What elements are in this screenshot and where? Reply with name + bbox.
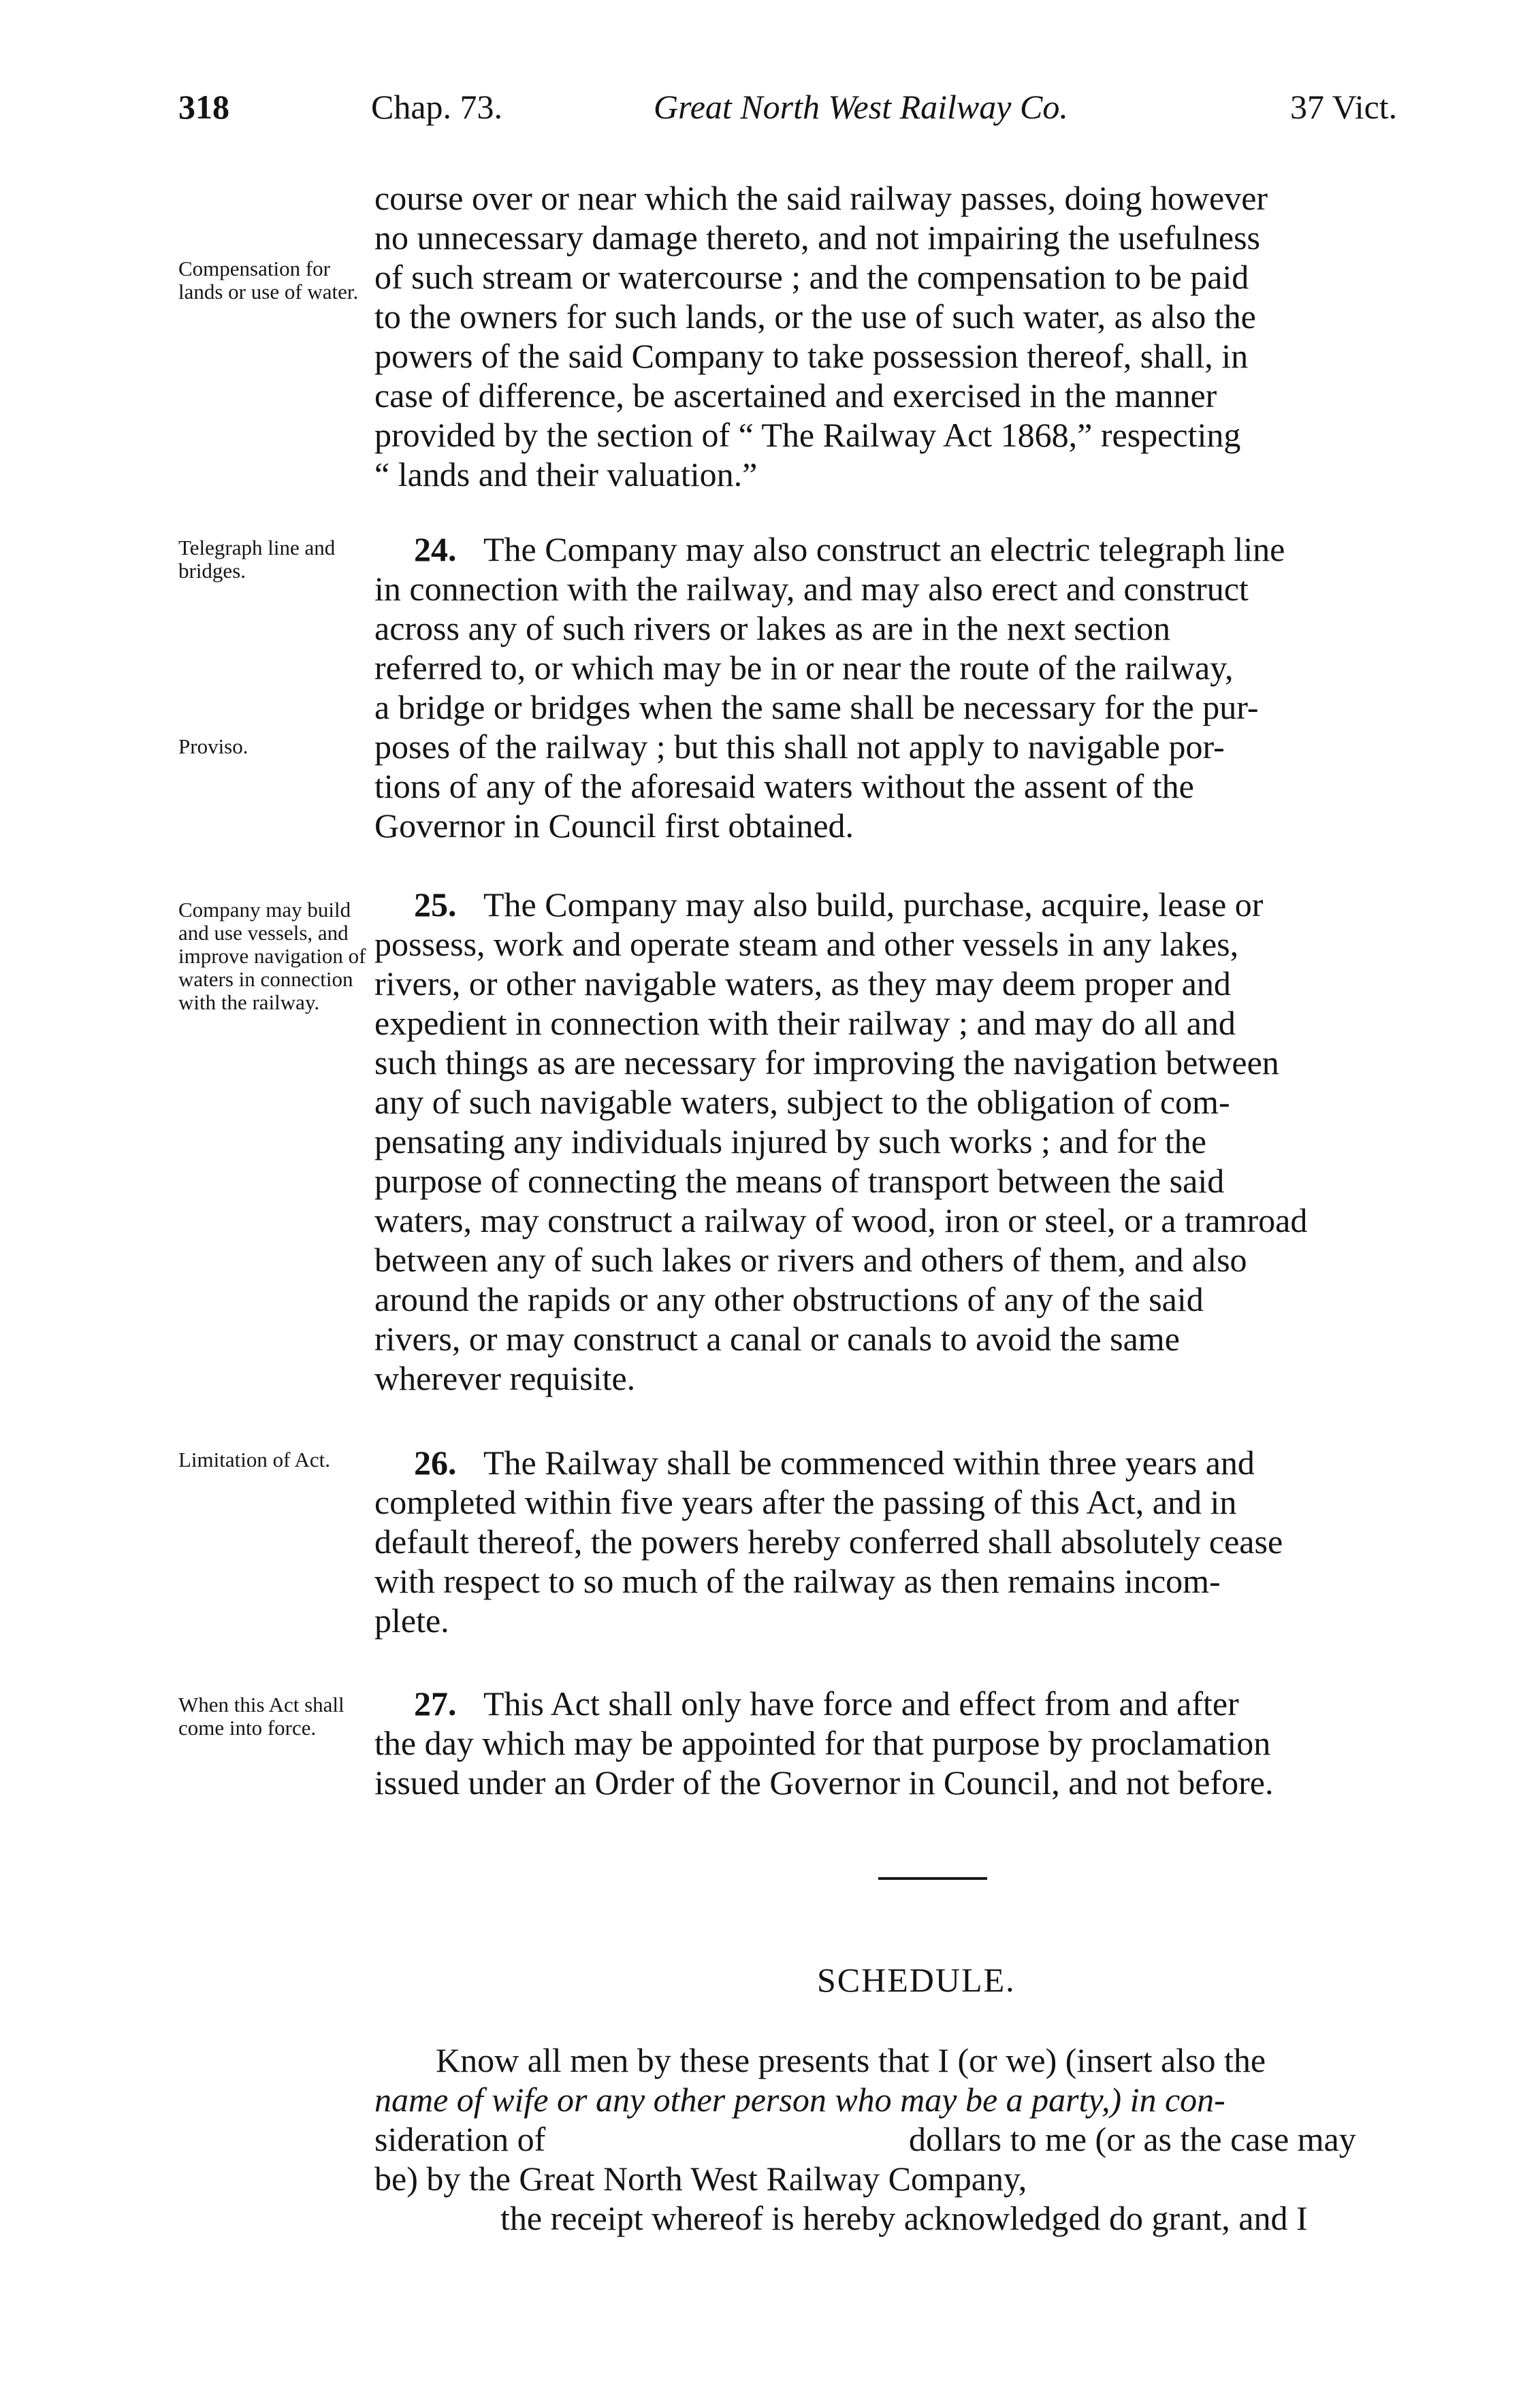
body-line: pensating any individuals injured by such works ; and for the: [374, 1122, 1206, 1160]
section-number: 25.: [414, 885, 457, 924]
body-line: powers of the said Company to take possession thereof, shall, in: [374, 337, 1249, 375]
schedule-line: dollars to me (or as the case may: [909, 2120, 1356, 2158]
section-number: 27.: [414, 1685, 457, 1723]
body-line: between any of such lakes or rivers and others of them, and also: [374, 1241, 1247, 1279]
schedule-line: sideration of: [374, 2120, 546, 2158]
body-line: Governor in Council first obtained.: [374, 807, 854, 845]
body-line: expedient in connection with their railway ; and may do all and: [374, 1004, 1236, 1042]
body-line: the day which may be appointed for that purpose by proclamation: [374, 1724, 1271, 1762]
section-number: 26.: [414, 1444, 457, 1482]
schedule-line: be) by the Great North West Railway Company,: [374, 2160, 1027, 2198]
page-number: 318: [178, 88, 229, 126]
section-divider: [878, 1877, 987, 1880]
body-line: default thereof, the powers hereby conferred shall absolutely cease: [374, 1523, 1283, 1561]
body-line: any of such navigable waters, subject to the obligation of com-: [374, 1083, 1230, 1121]
body-line: with respect to so much of the railway as then remains incom-: [374, 1562, 1221, 1600]
margin-note-proviso: Proviso.: [178, 734, 248, 758]
schedule-heading: SCHEDULE.: [817, 1961, 1016, 1999]
body-line: around the rapids or any other obstructions of any of the said: [374, 1280, 1204, 1318]
running-title: Great North West Railway Co.: [654, 88, 1068, 126]
chapter-number: Chap. 73.: [371, 88, 503, 126]
body-line: This Act shall only have force and effect from and after: [483, 1685, 1239, 1723]
body-line: of such stream or watercourse ; and the compensation to be paid: [374, 258, 1249, 296]
body-line: “ lands and their valuation.”: [374, 455, 758, 493]
body-line: The Company may also construct an electric telegraph line: [483, 530, 1285, 568]
body-line: tions of any of the aforesaid waters without the assent of the: [374, 767, 1194, 805]
body-line: plete.: [374, 1601, 449, 1640]
body-line: referred to, or which may be in or near the route of the railway,: [374, 649, 1234, 687]
margin-note-compensation: Compensation for lands or use of water.: [178, 257, 359, 304]
body-line: issued under an Order of the Governor in Council, and not before.: [374, 1763, 1274, 1802]
margin-note-telegraph: Telegraph line and bridges.: [178, 536, 336, 583]
body-line: to the owners for such lands, or the use of such water, as also the: [374, 297, 1256, 336]
body-line: rivers, or may construct a canal or canals to avoid the same: [374, 1320, 1180, 1358]
schedule-line: Know all men by these presents that I (or we) (insert also the: [436, 2041, 1266, 2079]
body-line: such things as are necessary for improving the navigation between: [374, 1043, 1279, 1081]
body-line: no unnecessary damage thereto, and not impairing the usefulness: [374, 218, 1261, 257]
body-line: The Railway shall be commenced within three years and: [483, 1444, 1255, 1482]
body-line: purpose of connecting the means of transport between the said: [374, 1162, 1225, 1200]
margin-note-limitation: Limitation of Act.: [178, 1448, 330, 1471]
margin-note-vessels: Company may build and use vessels, and improve navigation of waters in connection with the railway.: [178, 898, 366, 1014]
body-line: poses of the railway ; but this shall not apply to navigable por-: [374, 728, 1225, 766]
body-line: The Company may also build, purchase, acquire, lease or: [483, 885, 1264, 924]
schedule-line: name of wife or any other person who may be a party,) in con-: [374, 2081, 1225, 2119]
body-line: across any of such rivers or lakes as are in the next section: [374, 609, 1171, 647]
regnal-year: 37 Vict.: [1290, 88, 1398, 126]
body-line: possess, work and operate steam and other vessels in any lakes,: [374, 925, 1239, 963]
body-line: waters, may construct a railway of wood, iron or steel, or a tramroad: [374, 1201, 1308, 1239]
body-line: provided by the section of “ The Railway Act 1868,” respecting: [374, 416, 1241, 454]
margin-note-commencement: When this Act shall come into force.: [178, 1693, 344, 1740]
schedule-line: the receipt whereof is hereby acknowledged do grant, and I: [500, 2199, 1308, 2237]
body-line: wherever requisite.: [374, 1359, 636, 1397]
section-number: 24.: [414, 530, 457, 568]
body-line: a bridge or bridges when the same shall be necessary for the pur-: [374, 688, 1259, 726]
body-line: case of difference, be ascertained and exercised in the manner: [374, 376, 1217, 414]
body-line: course over or near which the said railway passes, doing however: [374, 179, 1268, 217]
body-line: completed within five years after the passing of this Act, and in: [374, 1483, 1237, 1521]
body-line: rivers, or other navigable waters, as they may deem proper and: [374, 964, 1231, 1003]
body-line: in connection with the railway, and may also erect and construct: [374, 570, 1249, 608]
